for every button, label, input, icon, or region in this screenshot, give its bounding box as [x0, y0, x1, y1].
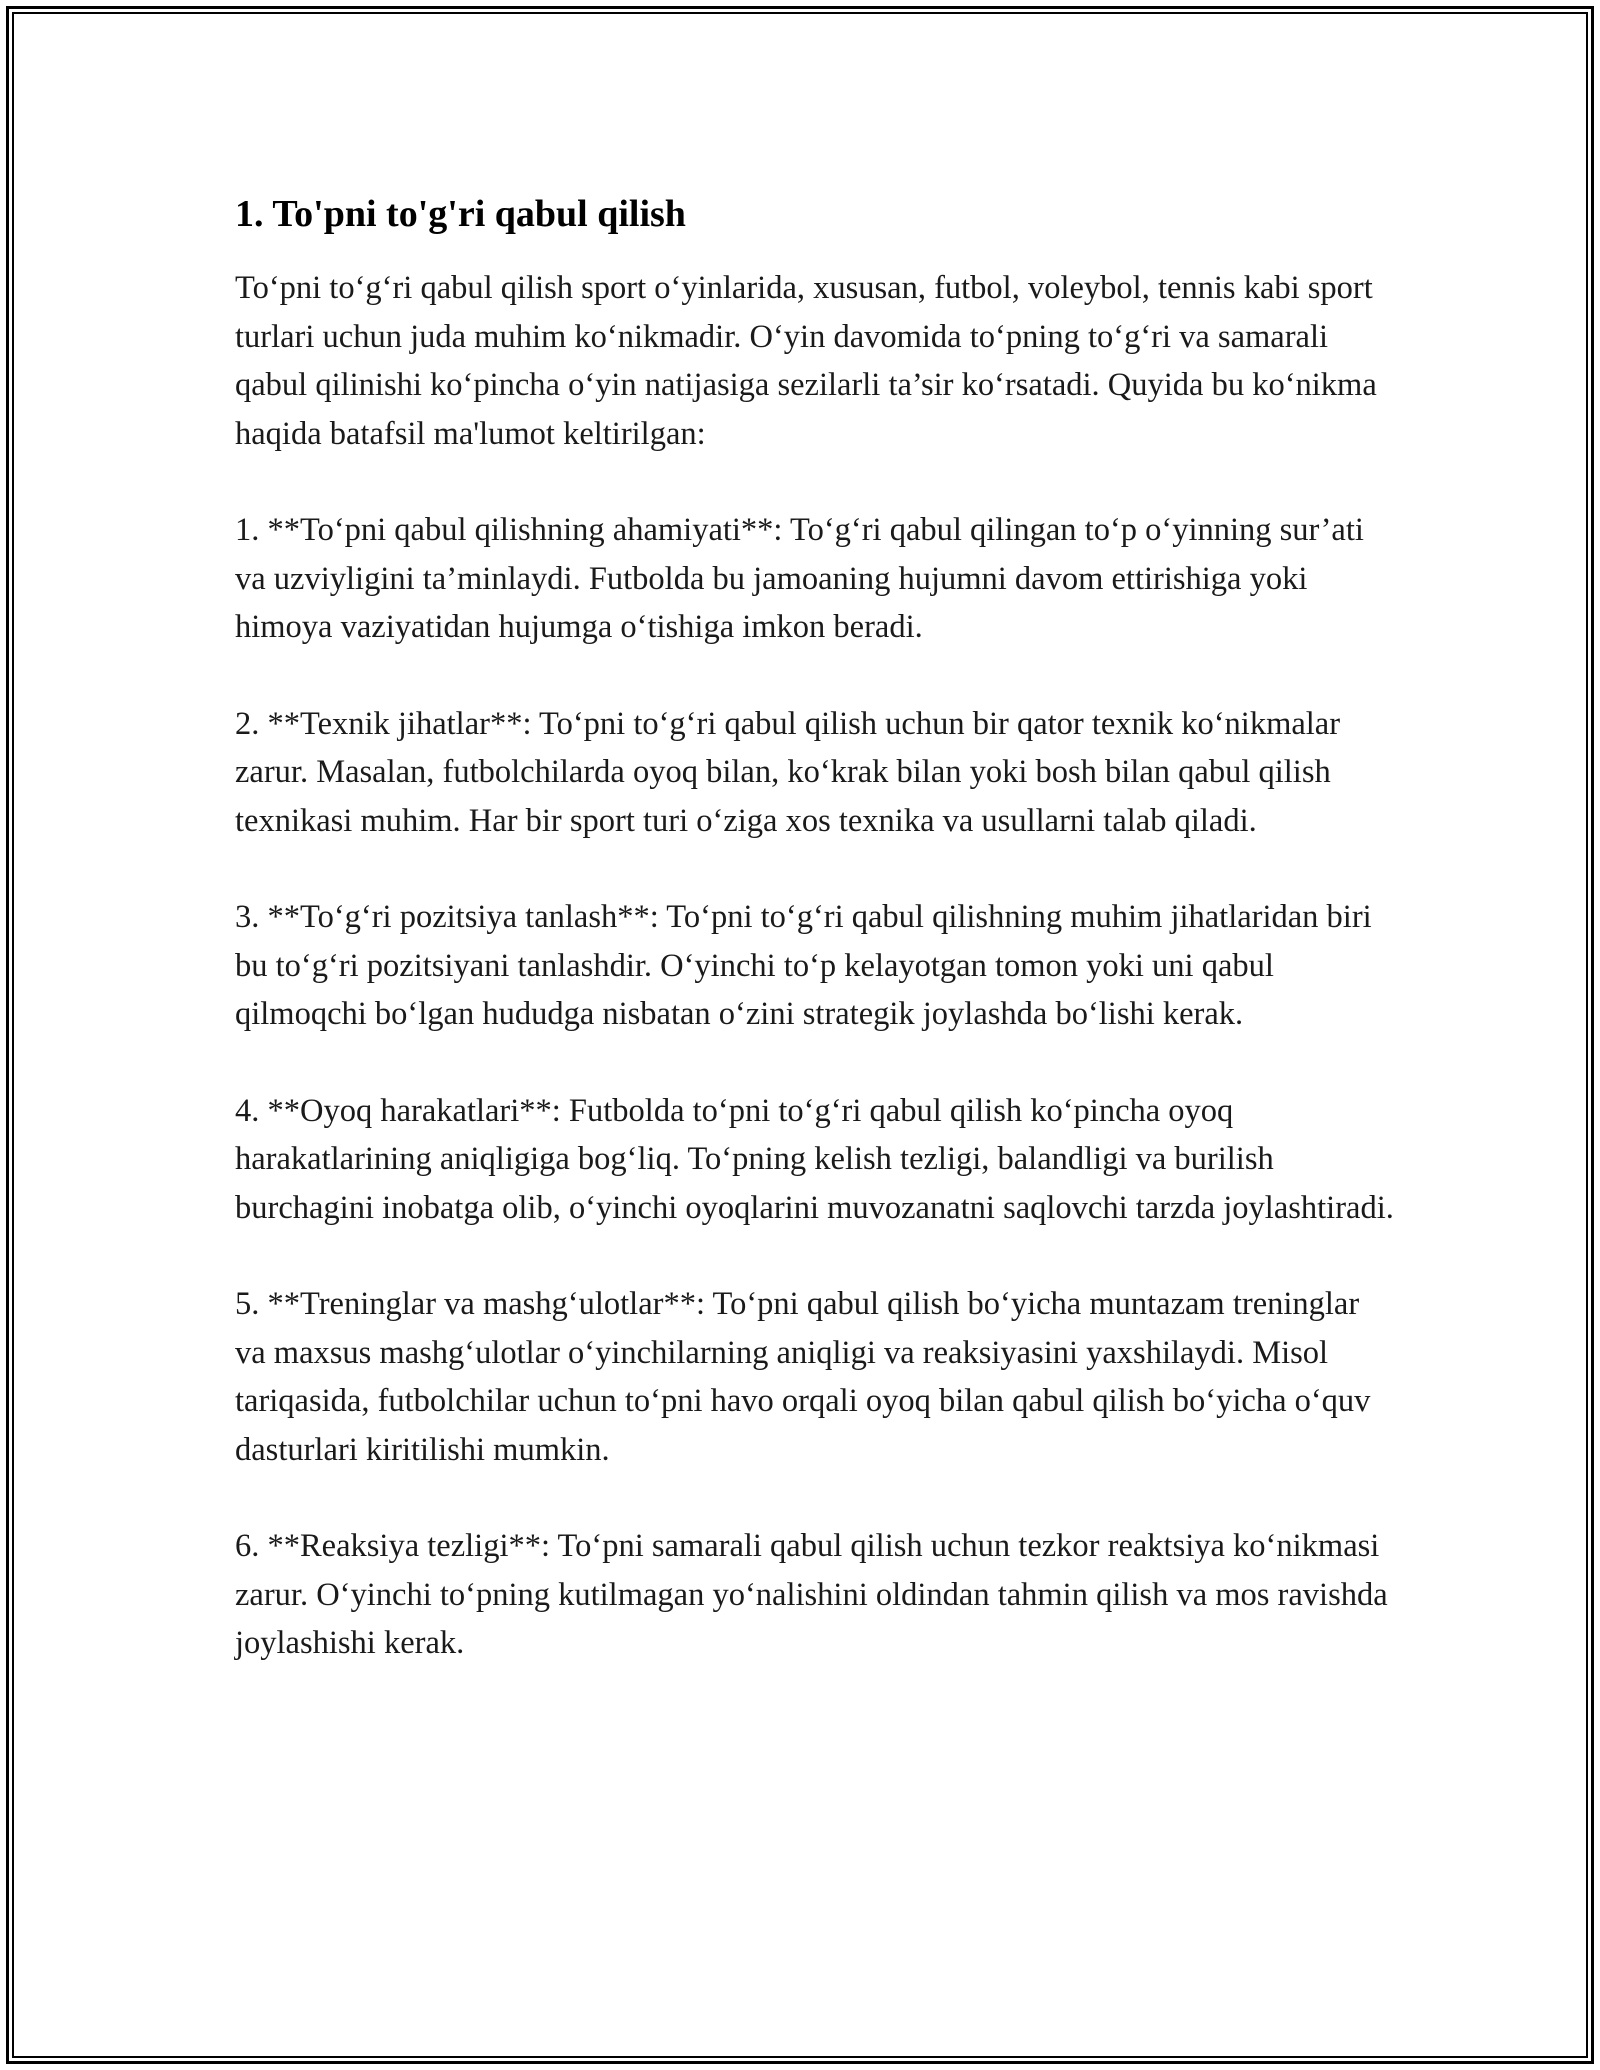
paragraph-training: 5. **Treninglar va mashg‘ulotlar**: To‘pni qabul qilish bo‘yicha muntazam treninglar va maxsus mashg‘ulotlar o‘yinchilarning aniqligi va reaksiyasini yaxshilaydi. Misol tariqasida, futbolchilar uchun to‘pni havo orqali oyoq bilan qabul qilish bo‘yicha o‘quv dasturlari kiritilishi mumkin.: [235, 1286, 1371, 1468]
paragraph-positioning: 3. **To‘g‘ri pozitsiya tanlash**: To‘pni to‘g‘ri qabul qilishning muhim jihatlaridan biri bu to‘g‘ri pozitsiyani tanlashdir. O‘yinchi to‘p kelayotgan tomon yoki uni qabul qilmoqchi bo‘lgan hududga nisbatan o‘zini strategik joylashda bo‘lishi kerak.: [235, 899, 1372, 1032]
paragraph-technique: 2. **Texnik jihatlar**: To‘pni to‘g‘ri qabul qilish uchun bir qator texnik ko‘nikmalar zarur. Masalan, futbolchilarda oyoq bilan, ko‘krak bilan yoki bosh bilan qabul qilish texnikasi muhim. Har bir sport turi o‘ziga xos texnika va usullarni talab qiladi.: [235, 705, 1341, 839]
paragraph-footwork: 4. **Oyoq harakatlari**: Futbolda to‘pni to‘g‘ri qabul qilish ko‘pincha oyoq harakatlarining aniqligiga bog‘liq. To‘pning kelish tezligi, balandligi va burilish burchagini inobatga olib, o‘yinchi oyoqlarini muvozanatni saqlovchi tarzda joylashtiradi.: [235, 1092, 1394, 1226]
intro-paragraph: To‘pni to‘g‘ri qabul qilish sport o‘yinlarida, xususan, futbol, voleybol, tennis kabi sport turlari uchun juda muhim ko‘nikmadir. O‘yin davomida to‘pning to‘g‘ri va samarali qabul qilinishi ko‘pincha o‘yin natijasiga sezilarli ta’sir ko‘rsatadi. Quyida bu ko‘nikma haqida batafsil ma'lumot keltirilgan:: [235, 270, 1377, 452]
document-heading: 1. To'pni to'g'ri qabul qilish: [235, 193, 686, 235]
paragraph-importance: 1. **To‘pni qabul qilishning ahamiyati**: To‘g‘ri qabul qilingan to‘p o‘yinning sur’ati va uzviyligini ta’minlaydi. Futbolda bu jamoaning hujumni davom ettirishiga yoki himoya vaziyatidan hujumga o‘tishiga imkon beradi.: [235, 512, 1364, 645]
document-body: [235, 188, 1395, 1716]
paragraph-reaction: 6. **Reaksiya tezligi**: To‘pni samarali qabul qilish uchun tezkor reaktsiya ko‘nikmasi zarur. O‘yinchi to‘pning kutilmagan yo‘nalishini oldindan tahmin qilish va mos ravishda joylashishi kerak.: [235, 1528, 1388, 1661]
